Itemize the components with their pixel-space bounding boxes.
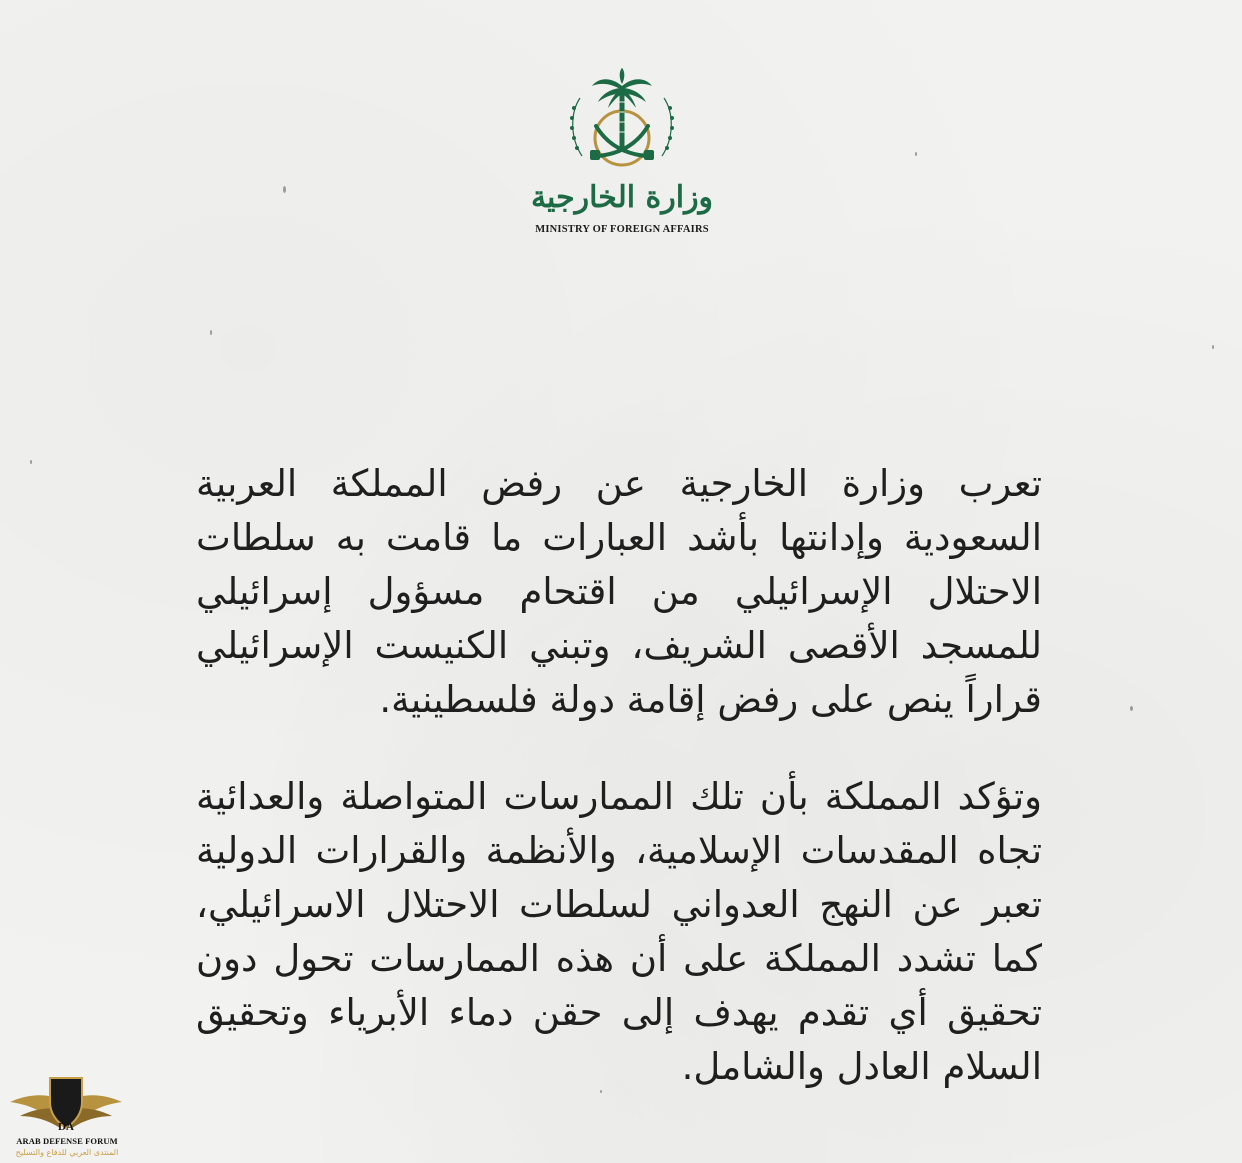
paper-speck: [915, 152, 917, 156]
paper-speck: [1130, 706, 1133, 711]
paper-speck: [283, 186, 286, 193]
forum-name-arabic: المنتدى العربي للدفاع والتسليح: [15, 1148, 119, 1157]
statement-paragraph-1: تعرب وزارة الخارجية عن رفض المملكة العربية السعودية وإدانتها بأشد العبارات ما قامت به سلطات الاحتلال الإسرائيلي من اقتحام مسؤول إسرائيلي للمسجد الأقصى الشريف، وتبني الكنيست الإسرائيلي قراراً ينص على رفض إقامة دولة فلسطينية.: [196, 462, 1042, 721]
paper-speck: [1212, 345, 1214, 349]
arab-defense-forum-logo-icon: [8, 1072, 124, 1160]
paper-speck: [30, 460, 32, 464]
paper-speck: [210, 330, 212, 335]
ministry-name-arabic: وزارة الخارجية: [530, 180, 714, 215]
forum-logo-initials: DA: [58, 1121, 74, 1133]
saudi-emblem-icon: [560, 68, 684, 180]
forum-name-english: ARAB DEFENSE FORUM: [16, 1136, 118, 1146]
statement-paragraph-2: وتؤكد المملكة بأن تلك الممارسات المتواصلة والعدائية تجاه المقدسات الإسلامية، والأنظمة والقرارات الدولية تعبر عن النهج العدواني لسلطات الاحتلال الاسرائيلي، كما تشدد المملكة على أن هذه الممارسات تحول دون تحقيق أي تقدم يهدف إلى حقن دماء الأبرياء وتحقيق السلام العادل والشامل.: [196, 775, 1042, 1088]
ministry-name-english: MINISTRY OF FOREIGN AFFAIRS: [535, 224, 709, 235]
